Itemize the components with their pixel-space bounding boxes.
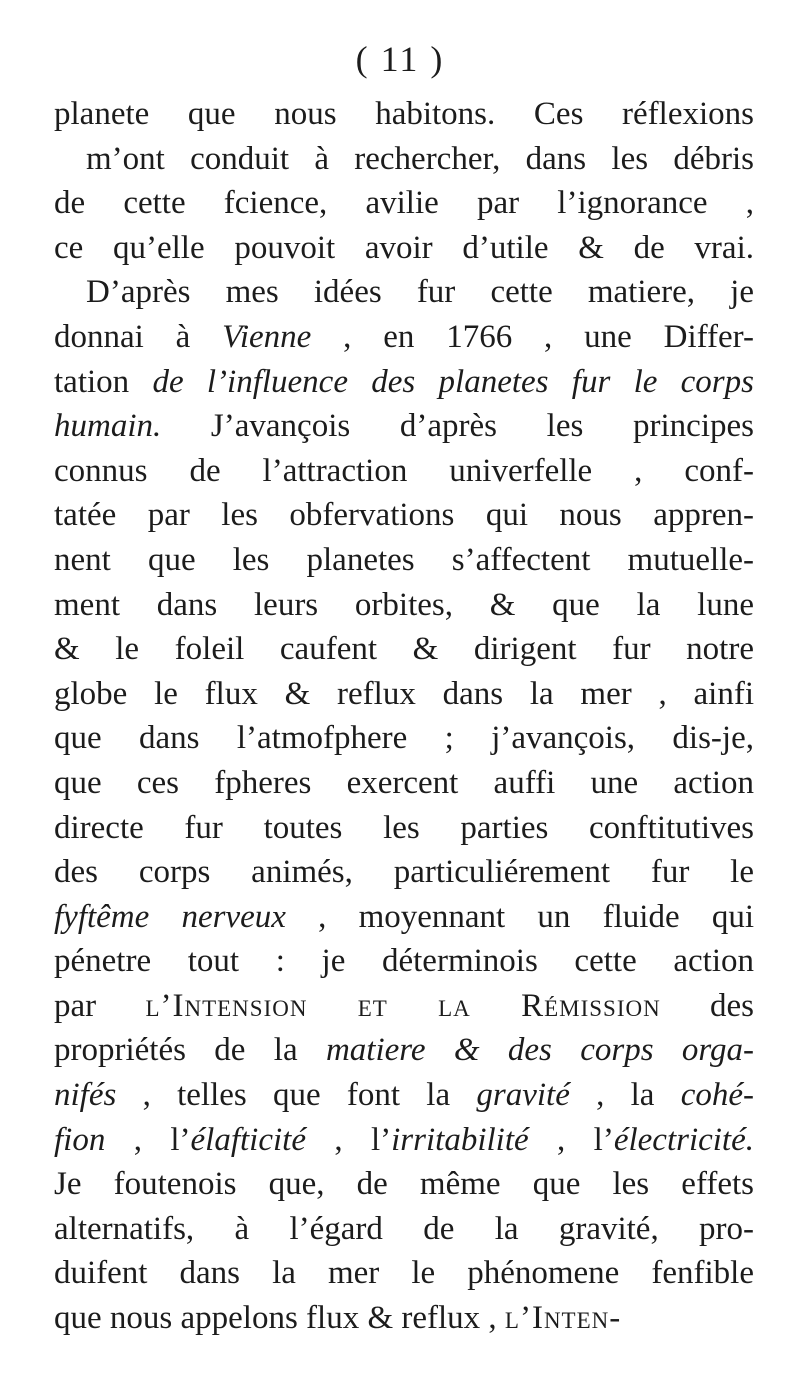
italic-text: cohé-	[680, 1077, 754, 1114]
text-run: duifent dans la mer le phénomene fenfible	[54, 1255, 754, 1292]
text-run: donnai à	[54, 318, 223, 355]
text-line	[54, 1162, 754, 1207]
text-line	[54, 806, 754, 851]
text-line	[54, 226, 754, 271]
text-run: que dans l’atmofphere ; j’avançois, dis-je,	[54, 720, 754, 757]
italic-text: Vienne	[222, 318, 312, 355]
text-run: directe fur toutes les parties conftitutives	[54, 809, 754, 846]
text-run: , en 1766 , une Differ-	[311, 318, 754, 355]
text-line	[54, 270, 754, 315]
text-line	[54, 672, 754, 717]
text-line	[54, 716, 754, 761]
italic-text: irritabilité	[391, 1121, 529, 1158]
text-line	[54, 181, 754, 226]
italic-text: fion	[54, 1121, 106, 1158]
text-line	[54, 493, 754, 538]
italic-text: fyftême nerveux	[54, 898, 286, 935]
small-caps-text: l’Intension et la Rémission	[145, 987, 661, 1024]
text-run: pénetre tout : je déterminois cette action	[54, 943, 754, 980]
body-text	[54, 92, 754, 1341]
text-run: , l’	[305, 1121, 392, 1158]
text-run: Je foutenois que, de même que les effets	[54, 1166, 754, 1203]
italic-text: élafticité	[190, 1121, 306, 1158]
text-line	[54, 360, 754, 405]
text-run: globe le flux & reflux dans la mer , ainfi	[54, 675, 754, 712]
text-run: , l’	[105, 1121, 191, 1158]
text-line	[54, 583, 754, 628]
text-run: propriétés de la	[54, 1032, 326, 1069]
text-line	[54, 939, 754, 984]
text-line	[54, 1118, 754, 1163]
text-run: D’après mes idées fur cette matiere, je	[86, 274, 754, 311]
text-run: alternatifs, à l’égard de la gravité, pro-	[54, 1210, 754, 1247]
text-line	[54, 538, 754, 583]
text-run: des corps animés, particuliérement fur le	[54, 854, 754, 891]
italic-text: matiere & des corps orga-	[325, 1032, 754, 1069]
text-run: connus de l’attraction univerfelle , conf-	[54, 452, 754, 489]
text-run: de cette fcience, avilie par l’ignorance ,	[54, 185, 754, 222]
text-run: que ces fpheres exercent auffi une action	[54, 764, 754, 801]
text-line	[54, 627, 754, 672]
text-run: des	[660, 987, 754, 1024]
text-line	[54, 761, 754, 806]
text-line	[54, 1251, 754, 1296]
text-line	[54, 1207, 754, 1252]
text-line	[54, 137, 754, 182]
text-line	[54, 449, 754, 494]
text-run: que nous appelons flux & reflux ,	[54, 1300, 505, 1337]
text-line	[54, 1073, 754, 1118]
text-run: tatée par les obfervations qui nous appren-	[54, 497, 754, 534]
text-line	[54, 315, 754, 360]
italic-text: gravité	[476, 1077, 570, 1114]
text-run: , moyennant un fluide qui	[285, 898, 754, 935]
small-caps-text: l’Inten-	[504, 1300, 622, 1337]
text-run: planete que nous habitons. Ces réflexions	[54, 96, 754, 132]
text-line	[54, 404, 754, 449]
text-line	[54, 1296, 754, 1341]
italic-text: électricité.	[613, 1121, 754, 1158]
text-run: J’avançois d’après les principes	[161, 408, 754, 445]
text-run: nent que les planetes s’affectent mutuelle-	[54, 541, 754, 578]
text-run: , l’	[528, 1121, 614, 1158]
italic-text: humain.	[54, 408, 162, 445]
text-line	[54, 92, 754, 137]
text-line	[54, 1028, 754, 1073]
text-line	[54, 984, 754, 1029]
text-line	[54, 850, 754, 895]
text-run: , telles que font la	[116, 1077, 477, 1114]
text-line	[54, 895, 754, 940]
italic-text: nifés	[54, 1077, 117, 1114]
page-number: ( 11 )	[355, 39, 445, 79]
text-run: ment dans leurs orbites, & que la lune	[54, 586, 754, 623]
text-run: par	[54, 987, 146, 1024]
text-run: , la	[569, 1077, 681, 1114]
text-run: tation	[54, 363, 153, 400]
text-run: ce qu’elle pouvoit avoir d’utile & de vrai.	[54, 229, 754, 266]
text-run: & le foleil caufent & dirigent fur notre	[54, 631, 754, 668]
text-run: m’ont conduit à rechercher, dans les débris	[86, 140, 754, 177]
italic-text: de l’influence des planetes fur le corps	[152, 363, 754, 400]
